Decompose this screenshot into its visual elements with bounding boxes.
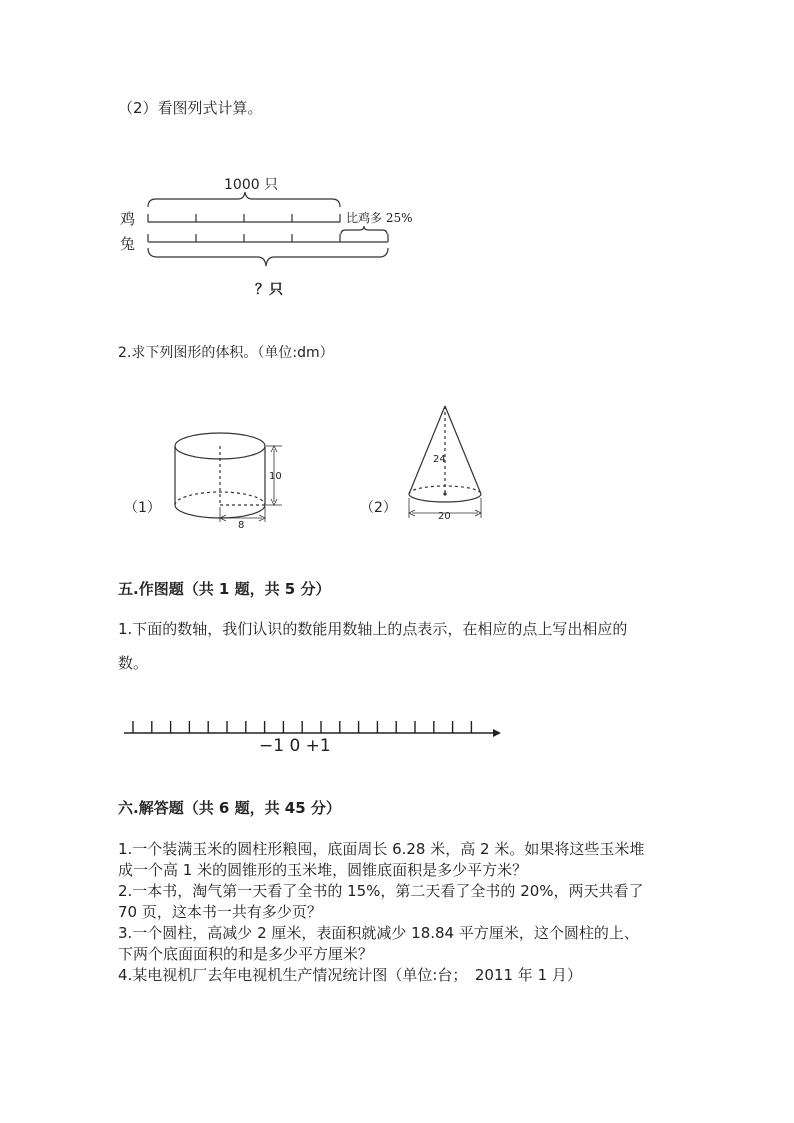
part-2-prompt: （2）看图列式计算。 [118,99,263,117]
section-5-q1-line2: 数。 [118,654,149,672]
section-6-q3-line1: 3.一个圆柱，高减少 2 厘米，表面积就减少 18.84 平方厘米，这个圆柱的上、 [118,924,639,942]
section-6-q1-line2: 成一个高 1 米的圆锥形的玉米堆，圆锥底面积是多少平方米？ [118,861,528,879]
cone-height-label: 24 [433,454,446,465]
cylinder-index: （1） [124,500,161,516]
section-6-q1-line1: 1.一个装满玉米的圆柱形粮囤，底面周长 6.28 米，高 2 米。如果将这些玉米堆 [118,840,645,858]
bar-row2-label: 兔 [120,235,136,253]
number-line-labels: −1 0 +1 [259,736,331,756]
section-5-q1-line1: 1.下面的数轴，我们认识的数能用数轴上的点表示，在相应的点上写出相应的 [118,620,628,638]
cone-diameter-label: 20 [438,511,451,522]
bar-extra-label: 比鸡多 25% [346,211,413,225]
section-6-q2-line2: 70 页，这本书一共有多少页？ [118,903,322,921]
cylinder-height-label: 10 [269,471,282,482]
section-6-q2-line1: 2.一本书，淘气第一天看了全书的 15%，第二天看了全书的 20%，两天共看了 [118,882,644,900]
axis-arrow-icon [493,729,501,737]
bar-bottom-label: ？只 [255,282,283,298]
section-5-heading: 五.作图题（共 1 题，共 5 分） [118,580,331,598]
cylinder-radius-label: 8 [238,520,245,531]
bar-row1-label: 鸡 [120,210,136,228]
section-6-q4-line1: 4.某电视机厂去年电视机生产情况统计图（单位:台； 2011 年 1 月） [118,966,582,984]
section-6-q3-line2: 下两个底面面积的和是多少平方厘米？ [118,945,374,963]
bar-top-label: 1000 只 [224,177,279,193]
volume-question: 2.求下列图形的体积。（单位:dm） [118,345,334,361]
cone-index: （2） [360,500,397,516]
section-6-heading: 六.解答题（共 6 题，共 45 分） [118,799,341,817]
